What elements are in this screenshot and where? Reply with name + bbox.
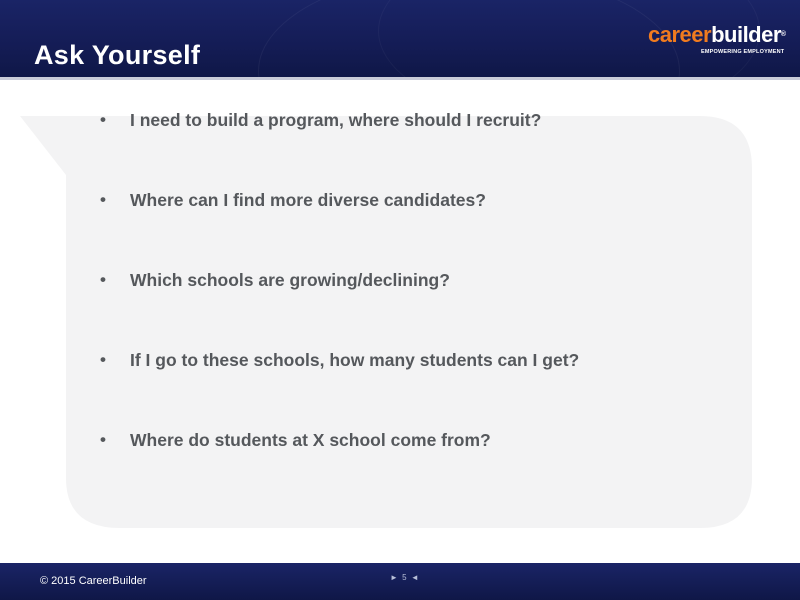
- logo-brand-second: builder: [711, 22, 781, 47]
- copyright-text: © 2015 CareerBuilder: [40, 575, 147, 587]
- bullet-marker: •: [100, 190, 106, 209]
- bullet-marker: •: [100, 270, 106, 289]
- logo-registered-mark: ®: [780, 31, 786, 38]
- bullet-text: Where do students at X school come from?: [130, 430, 491, 450]
- footer-bar: [0, 563, 800, 600]
- list-item: [98, 347, 579, 427]
- list-item: [98, 267, 579, 347]
- bullet-text: I need to build a program, where should I recruit?: [130, 110, 542, 130]
- bullet-marker: •: [100, 350, 106, 369]
- slide-title: Ask Yourself: [34, 40, 201, 70]
- bullet-list: [98, 107, 579, 507]
- logo-brand-first: career: [648, 22, 712, 47]
- logo-tagline: EMPOWERING EMPLOYMENT: [701, 49, 785, 55]
- bullet-text: Where can I find more diverse candidates?: [130, 190, 486, 210]
- list-item: [98, 187, 579, 267]
- page-number: ► 5 ◄: [390, 573, 420, 582]
- bullet-marker: •: [100, 110, 106, 129]
- list-item: [98, 427, 579, 507]
- list-item: [98, 107, 579, 187]
- bullet-marker: •: [100, 430, 106, 449]
- bullet-text: Which schools are growing/declining?: [130, 270, 450, 290]
- bullet-text: If I go to these schools, how many students can I get?: [130, 350, 580, 370]
